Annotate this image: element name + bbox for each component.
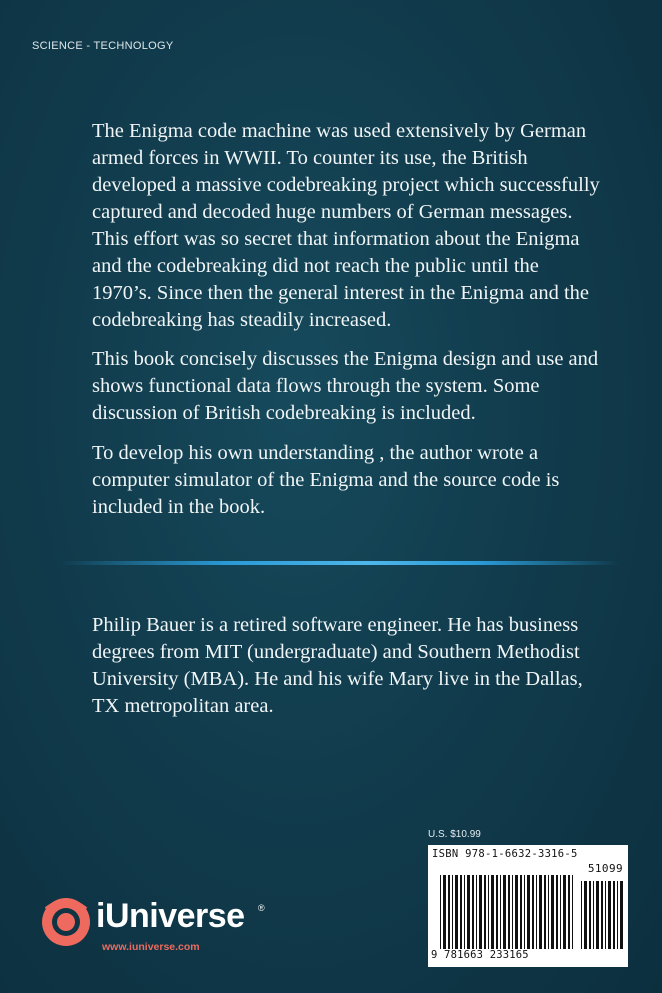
author-bio-text: Philip Bauer is a retired software engineer. He has business degrees from MIT (undergraduate) and Southern Methodist University (MBA). He and his wife Mary live in the Dallas, TX metropolitan area. <box>92 614 583 717</box>
registered-mark: ® <box>258 903 265 913</box>
description-text: The Enigma code machine was used extensively by German armed forces in WWII. To counter its use, the British developed a massive codebreaking project which successfully captured and decoded huge numbers of German messages. This effort was so secret that information about the Enigma and the codebreaking did not reach the public until the 1970’s. Since then the general interest in the Enigma and the codebreaking has steadily increased. <box>92 120 600 331</box>
description-paragraph-3 <box>92 440 602 521</box>
barcode-bars-icon <box>440 875 574 949</box>
publisher-url[interactable]: www.iuniverse.com <box>102 941 200 953</box>
price-addon-code: 51099 <box>587 862 623 875</box>
iuniverse-logo-icon <box>40 895 92 947</box>
author-bio <box>92 612 602 720</box>
barcode-area <box>428 829 630 967</box>
barcode-addon-bars-icon <box>581 881 623 949</box>
description-text: This book concisely discusses the Enigma design and use and shows functional data flows through the system. Some discussion of British codebreaking is included. <box>92 348 599 424</box>
isbn-text: ISBN 978-1-6632-3316-5 <box>432 848 578 860</box>
barcode-digits: 9 781663 233165 <box>431 949 529 961</box>
category-label: SCIENCE - TECHNOLOGY <box>32 40 174 52</box>
description-paragraph-2 <box>92 346 602 427</box>
description-text: To develop his own understanding , the author wrote a computer simulator of the Enigma and the source code is included in the book. <box>92 442 560 518</box>
description-paragraph-1 <box>92 118 602 334</box>
section-divider <box>60 561 620 565</box>
publisher-logo[interactable] <box>40 895 280 955</box>
barcode <box>428 845 628 967</box>
price-label: U.S. $10.99 <box>428 829 481 840</box>
publisher-name: iUniverse <box>96 897 245 935</box>
